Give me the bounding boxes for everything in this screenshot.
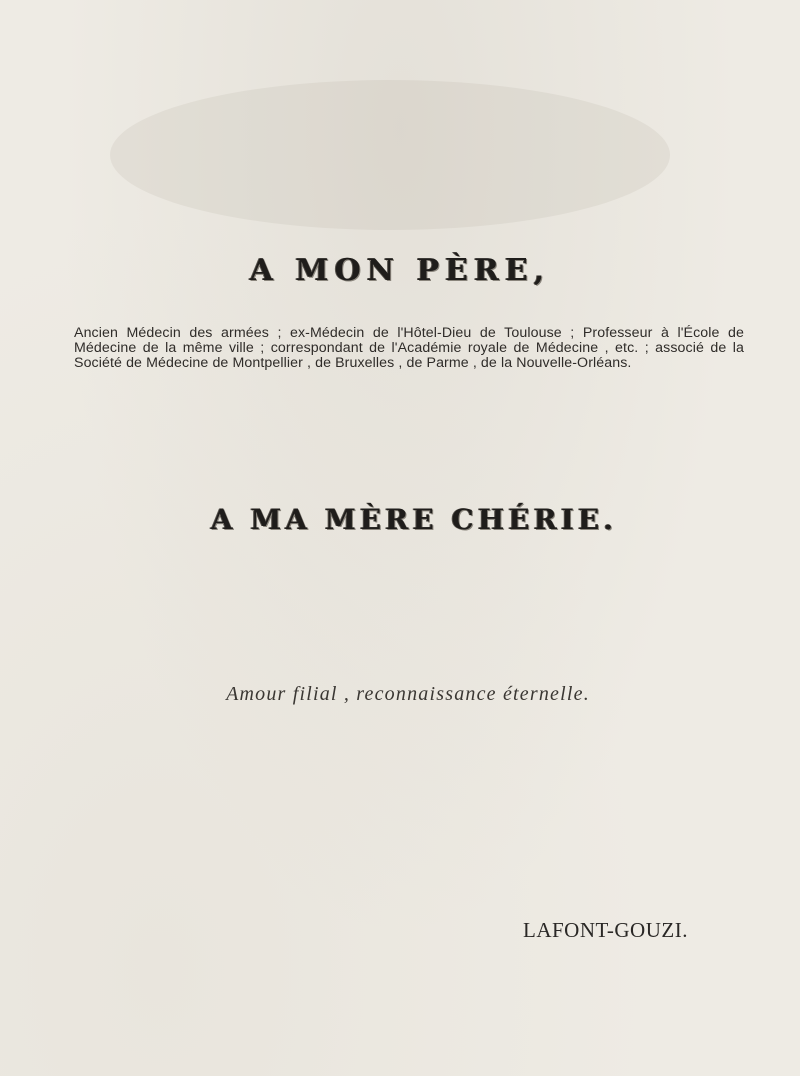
dedication-heading-mother: A MA MÈRE CHÉRIE.: [210, 503, 618, 536]
author-signature: LAFONT-GOUZI.: [523, 918, 688, 942]
dedication-heading-father: A MON PÈRE,: [249, 253, 551, 288]
dedication-line: Amour filial , reconnaissance éternelle.: [226, 683, 590, 705]
father-titles-paragraph: Ancien Médecin des armées ; ex-Médecin de l'Hôtel-Dieu de Toulouse ; Professeur à l'École de Médecine de la même ville ; correspondant de l'Académie royale de Médecine , etc. ; associé de la Société de Médecine de Montpellier , de Bruxelles , de Parme , de la Nouvelle-Orléans.: [74, 325, 744, 371]
paper-stain: [110, 80, 670, 230]
